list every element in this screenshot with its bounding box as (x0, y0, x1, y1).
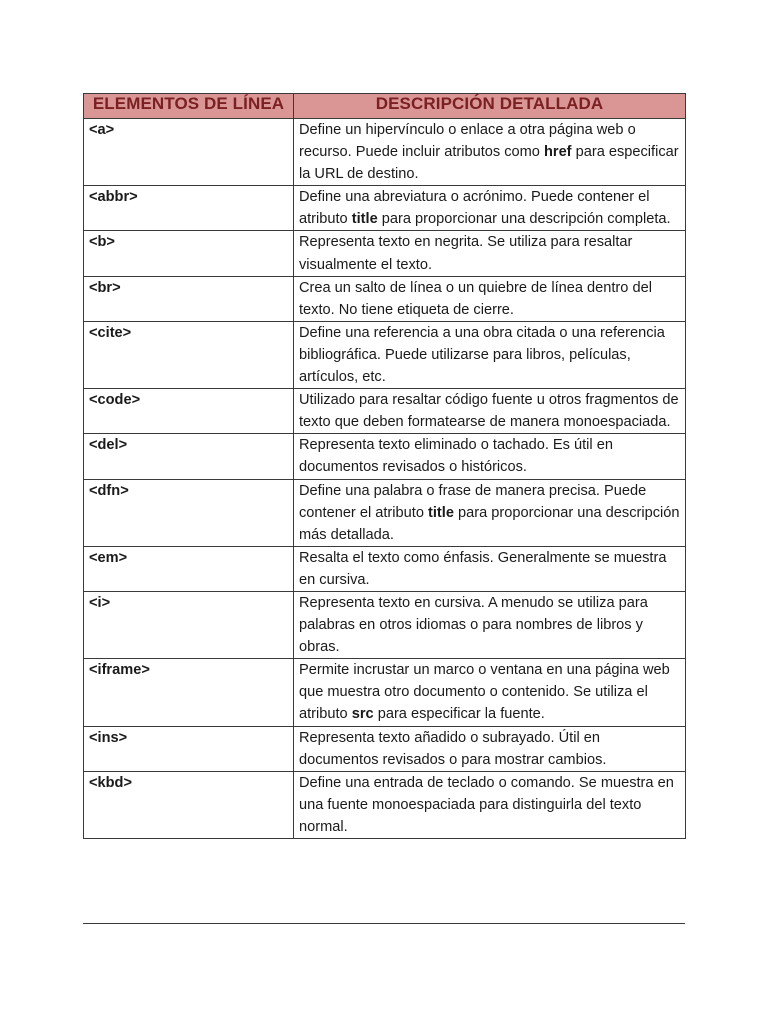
element-tag-cell: <em> (84, 546, 294, 591)
attribute-name: title (351, 211, 378, 228)
table-body (84, 119, 686, 839)
description-text: Crea un salto de línea o un quiebre de línea dentro del texto. No tiene etiqueta de cierre. (299, 279, 652, 318)
description-text: Representa texto en negrita. Se utiliza para resaltar visualmente el texto. (299, 234, 633, 273)
description-text: para especificar la fuente. (373, 706, 545, 723)
description-text: para proporcionar una descripción más detallada. (299, 504, 680, 543)
description-text: para proporcionar una descripción completa. (377, 211, 671, 228)
table-row (84, 231, 686, 276)
description-text: Define un hipervínculo o enlace a otra página web o recurso. Puede incluir atributos como (299, 122, 636, 161)
description-cell (294, 276, 686, 321)
description-cell (294, 659, 686, 726)
footer-divider (83, 923, 685, 924)
description-cell (294, 119, 686, 186)
description-text: Permite incrustar un marco o ventana en una página web que muestra otro documento o contenido. Se utiliza el atributo (299, 662, 670, 723)
description-cell (294, 321, 686, 388)
table-row (84, 659, 686, 726)
header-elementos-de-linea: ELEMENTOS DE LÍNEA (84, 94, 294, 119)
element-tag-cell: <i> (84, 591, 294, 658)
element-tag-cell: <code> (84, 389, 294, 434)
description-text: para especificar la URL de destino. (299, 144, 679, 183)
element-tag-cell: <iframe> (84, 659, 294, 726)
description-cell (294, 726, 686, 771)
element-tag-cell: <b> (84, 231, 294, 276)
description-text: Utilizado para resaltar código fuente u otros fragmentos de texto que deben formatearse de manera monoespaciada. (299, 392, 679, 431)
description-cell (294, 389, 686, 434)
description-cell (294, 546, 686, 591)
description-cell (294, 591, 686, 658)
description-cell (294, 434, 686, 479)
table-row (84, 434, 686, 479)
description-cell (294, 479, 686, 546)
description-text: Representa texto añadido o subrayado. Útil en documentos revisados o para mostrar cambios. (299, 729, 607, 768)
attribute-name: src (351, 706, 374, 723)
description-cell (294, 186, 686, 231)
element-tag-cell: <br> (84, 276, 294, 321)
description-cell (294, 231, 686, 276)
description-text: Define una entrada de teclado o comando. Se muestra en una fuente monoespaciada para distinguirla del texto normal. (299, 774, 674, 835)
description-cell (294, 771, 686, 838)
table-row (84, 389, 686, 434)
header-descripcion-detallada: DESCRIPCIÓN DETALLADA (294, 94, 686, 119)
element-tag-cell: <ins> (84, 726, 294, 771)
element-tag-cell: <abbr> (84, 186, 294, 231)
table-row (84, 771, 686, 838)
table-row (84, 479, 686, 546)
element-tag-cell: <cite> (84, 321, 294, 388)
description-text: Define una palabra o frase de manera precisa. Puede contener el atributo (299, 482, 647, 521)
table-row (84, 276, 686, 321)
element-tag-cell: <dfn> (84, 479, 294, 546)
table-row (84, 591, 686, 658)
element-tag-cell: <del> (84, 434, 294, 479)
table-row (84, 119, 686, 186)
description-text: Define una referencia a una obra citada o una referencia bibliográfica. Puede utilizarse para libros, películas, artículos, etc. (299, 324, 665, 386)
description-text: Define una abreviatura o acrónimo. Puede contener el atributo (299, 189, 650, 228)
table-header-row (84, 94, 686, 119)
table-row (84, 321, 686, 388)
element-tag-cell: <kbd> (84, 771, 294, 838)
table-row (84, 726, 686, 771)
attribute-name: href (543, 144, 572, 161)
table-row (84, 546, 686, 591)
description-text: Representa texto eliminado o tachado. Es útil en documentos revisados o históricos. (299, 437, 613, 476)
description-text: Resalta el texto como énfasis. Generalmente se muestra en cursiva. (299, 549, 667, 588)
description-text: Representa texto en cursiva. A menudo se utiliza para palabras en otros idiomas o para nombres de libros y obras. (299, 594, 648, 656)
html-inline-elements-table (83, 93, 686, 839)
attribute-name: title (428, 504, 454, 521)
element-tag-cell: <a> (84, 119, 294, 186)
table-row (84, 186, 686, 231)
